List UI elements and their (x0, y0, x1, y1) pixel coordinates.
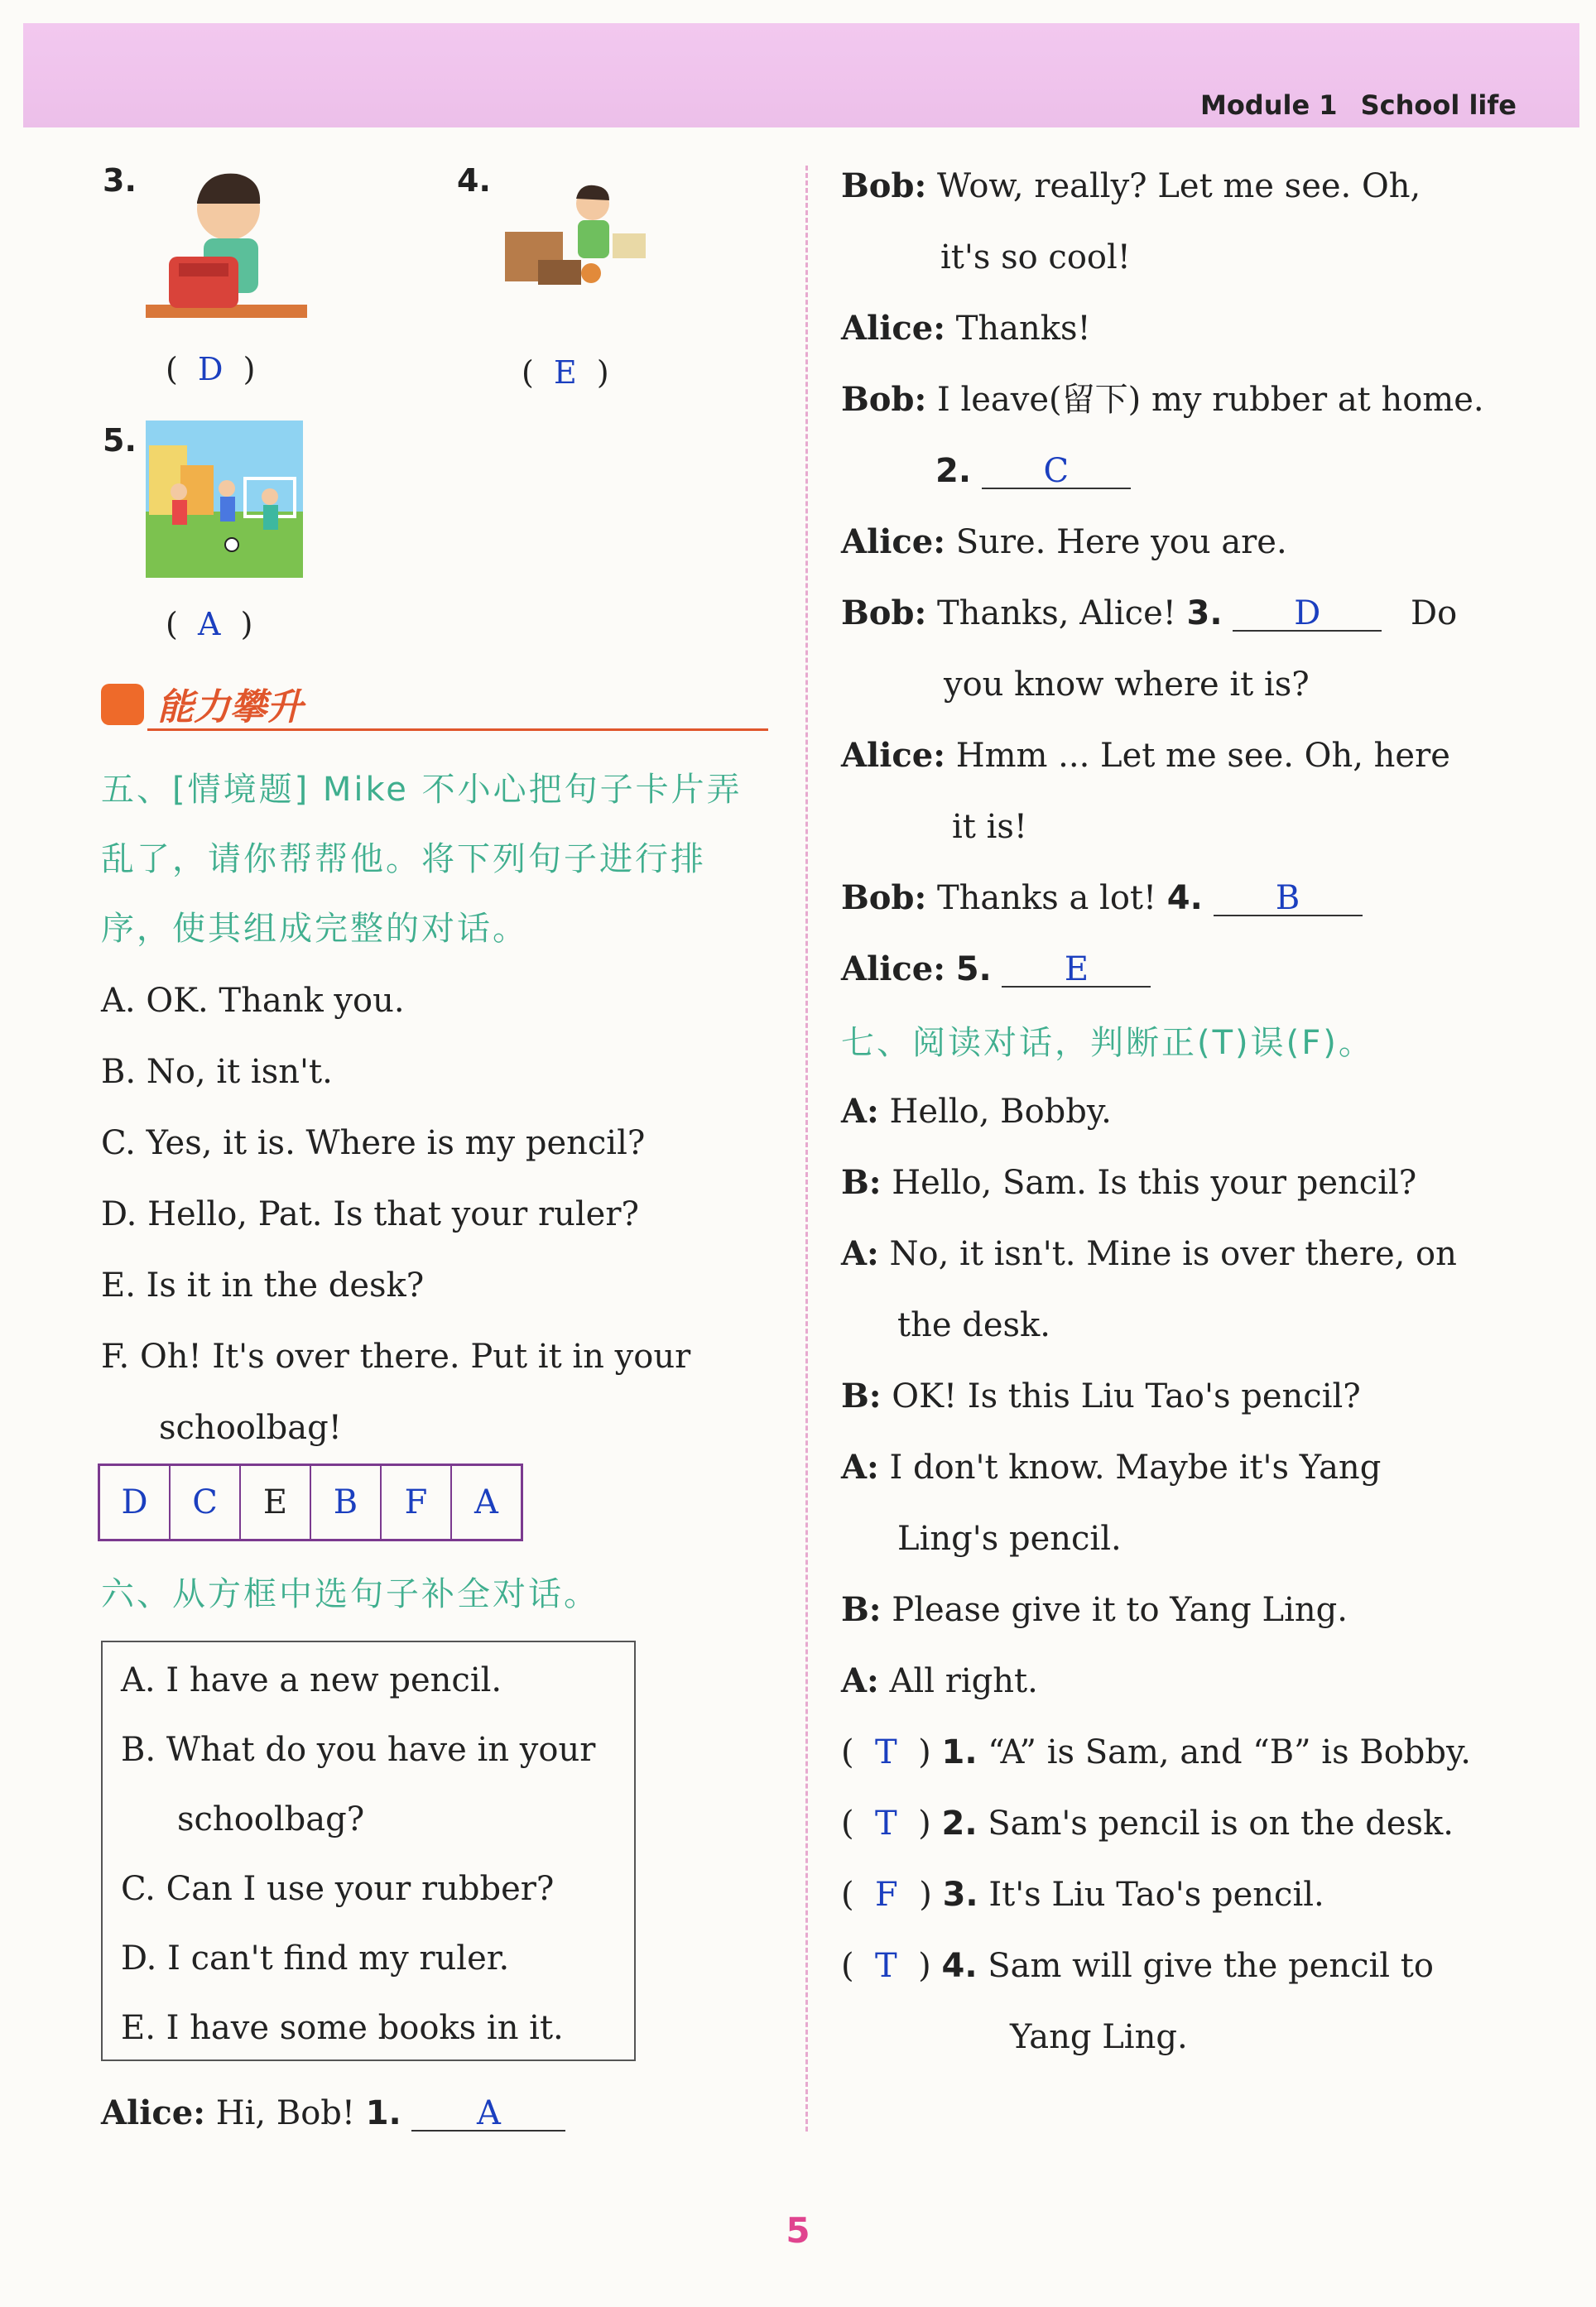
q6-bob-line-1-cont: it's so cool! (940, 238, 1131, 276)
module-title: School life (1360, 89, 1517, 121)
q7-dialog-line (841, 1218, 1471, 1290)
blank-number: 1. (365, 2094, 401, 2132)
q7-dialog-line-cont: Ling's pencil. (897, 1520, 1122, 1558)
picture-3-number: 3. (103, 162, 137, 199)
q6-instruction: 六、从方框中选句子补全对话。 (101, 1575, 599, 1613)
dialog-text: Sure. Here you are. (955, 523, 1287, 561)
judgement-text: Sam will give the pencil to (988, 1947, 1434, 1985)
dialog-text: No, it isn't. Mine is over there, on (889, 1235, 1457, 1273)
speaker: Alice: (841, 736, 945, 775)
q6-dialog-right (841, 151, 1484, 1005)
dialog-text: Hello, Bobby. (889, 1093, 1112, 1131)
q5-instruction-line-3: 序，使其组成完整的对话。 (101, 910, 528, 948)
dialog-text: Hello, Sam. Is this your pencil? (892, 1164, 1417, 1202)
q5-option-e: E. Is it in the desk? (101, 1266, 425, 1305)
q6-box-lines (121, 1646, 595, 2063)
speaker: A: (841, 1448, 879, 1487)
speaker: A: (841, 1661, 879, 1700)
blank-4-answer[interactable]: B (1214, 882, 1363, 916)
q5-option-f: F. Oh! It's over there. Put it in your (101, 1338, 691, 1376)
picture-3-answer: ( D ) (166, 351, 256, 387)
judgement-answer[interactable]: F (875, 1876, 898, 1914)
judgement-number: 2. (941, 1805, 978, 1843)
judgement-text: “A” is Sam, and “B” is Bobby. (988, 1733, 1472, 1771)
judgement-text: It's Liu Tao's pencil. (988, 1876, 1324, 1914)
ability-badge-icon (101, 684, 144, 725)
dialog-text: I don't know. Maybe it's Yang (889, 1449, 1382, 1487)
q6-alice-line-5 (841, 934, 1484, 1005)
q5-option-f-cont: schoolbag! (159, 1409, 342, 1447)
dialog-text: Thanks a lot! (936, 879, 1157, 917)
sequence-cell-2[interactable]: C (171, 1466, 241, 1539)
speaker: Alice: (101, 2093, 205, 2132)
blank-number: 5. (955, 950, 992, 988)
dialog-text: Hi, Bob! (215, 2094, 355, 2132)
q7-judgement-3: ( F ) 3. It's Liu Tao's pencil. (841, 1876, 1324, 1914)
q6-bob-line-1 (841, 151, 1484, 222)
judgement-answer[interactable]: T (875, 1733, 897, 1771)
q6-box-b: B. What do you have in your (121, 1731, 596, 1769)
running-header (1177, 89, 1517, 121)
q7-dialog-line (841, 1076, 1471, 1147)
judgement-answer[interactable]: T (875, 1947, 897, 1985)
q7-dialog (841, 1076, 1471, 2073)
judgement-answer[interactable]: T (875, 1805, 897, 1843)
q6-alice-line-1 (101, 2078, 565, 2149)
blank-number: 2. (935, 452, 972, 490)
picture-4-image (488, 184, 654, 300)
q6-box-e: E. I have some books in it. (121, 2009, 564, 2047)
picture-5-image (146, 421, 303, 578)
module-label: Module 1 (1199, 89, 1338, 121)
speaker: Bob: (841, 878, 927, 917)
speaker: Bob: (841, 594, 927, 632)
q6-bob-line-3 (841, 578, 1484, 649)
q5-option-a: A. OK. Thank you. (101, 982, 405, 1020)
q7-judgement-2: ( T ) 2. Sam's pencil is on the desk. (841, 1805, 1454, 1843)
dialog-text-tail: Do (1411, 594, 1458, 632)
answer-letter: D (197, 351, 224, 387)
q6-box-d: D. I can't find my ruler. (121, 1939, 510, 1978)
q7-instruction: 七、阅读对话，判断正(T)误(F)。 (841, 1024, 1374, 1062)
q7-judgement-4: ( T ) 4. Sam will give the pencil to (841, 1947, 1434, 1985)
q5-instruction-line-2: 乱了，请你帮帮他。将下列句子进行排 (101, 840, 706, 878)
blank-1-answer[interactable]: A (411, 2097, 565, 2132)
q7-judgement-1: ( T ) 1. “A” is Sam, and “B” is Bobby. (841, 1733, 1472, 1771)
q7-dialog-line (841, 1646, 1471, 1717)
judgement-text: Sam's pencil is on the desk. (988, 1805, 1454, 1843)
q7-dialog-line (841, 1147, 1471, 1218)
sequence-cell-5[interactable]: F (382, 1466, 452, 1539)
q6-alice-line-4-cont: it is! (952, 808, 1027, 846)
speaker: A: (841, 1234, 879, 1273)
q6-alice-line-3 (841, 507, 1484, 578)
q6-blank-2-line (841, 435, 1484, 507)
picture-4-number: 4. (457, 162, 491, 199)
q6-bob-line-3-cont: you know where it is? (944, 666, 1310, 704)
speaker: Bob: (841, 166, 927, 205)
picture-3-image (146, 166, 307, 324)
q6-box-b-cont: schoolbag? (177, 1800, 365, 1838)
q5-option-b: B. No, it isn't. (101, 1053, 333, 1091)
q7-dialog-line (841, 1361, 1471, 1432)
q6-bob-line-4 (841, 863, 1484, 934)
q5-options (101, 965, 690, 1464)
answer-letter: E (553, 354, 577, 391)
q5-instruction-line-1: 五、[情境题] Mike 不小心把句子卡片弄 (101, 771, 743, 809)
q6-option-box (101, 1641, 636, 2061)
column-divider (805, 166, 808, 2132)
speaker: Alice: (841, 949, 945, 988)
q7-dialog-line-cont: the desk. (897, 1306, 1050, 1344)
q7-dialog-line (841, 1574, 1471, 1646)
speaker: Bob: (841, 380, 927, 419)
q6-alice-line-4 (841, 720, 1484, 791)
speaker: B: (841, 1163, 882, 1202)
ability-section-title: 能力攀升 (157, 686, 303, 728)
q5-sequence-boxes (98, 1464, 523, 1541)
q6-bob-line-2 (841, 364, 1484, 435)
q7-dialog-line (841, 1432, 1471, 1503)
blank-5-answer[interactable]: E (1002, 953, 1151, 988)
dialog-text: Thanks! (955, 310, 1091, 348)
q6-alice-line-2 (841, 293, 1484, 364)
blank-2-answer[interactable]: C (982, 454, 1131, 489)
sequence-cell-1[interactable]: D (100, 1466, 171, 1539)
dialog-text: Please give it to Yang Ling. (892, 1591, 1348, 1629)
dialog-text: Hmm ... Let me see. Oh, here (955, 737, 1450, 775)
dialog-text: Thanks, Alice! (936, 594, 1176, 632)
dialog-text: All right. (889, 1662, 1038, 1700)
q5-option-d: D. Hello, Pat. Is that your ruler? (101, 1195, 639, 1233)
picture-4-answer: ( E ) (522, 354, 609, 391)
dialog-text: I leave(留下) my rubber at home. (936, 381, 1484, 419)
sequence-cell-6[interactable]: A (474, 1483, 498, 1521)
page-number: 5 (786, 2210, 810, 2251)
speaker: Alice: (841, 309, 945, 348)
sequence-cell-4[interactable]: B (311, 1466, 382, 1539)
q6-box-c: C. Can I use your rubber? (121, 1870, 555, 1908)
blank-3-answer[interactable]: D (1233, 597, 1382, 632)
judgement-number: 4. (941, 1947, 978, 1985)
picture-5-number: 5. (103, 422, 137, 459)
q6-box-a: A. I have a new pencil. (121, 1661, 502, 1699)
speaker: B: (841, 1590, 882, 1629)
answer-letter: A (197, 606, 221, 642)
speaker: B: (841, 1377, 882, 1415)
dialog-text: OK! Is this Liu Tao's pencil? (892, 1377, 1361, 1415)
ability-section-rule (147, 728, 768, 731)
q7-judgement-4-cont: Yang Ling. (1010, 2018, 1188, 2056)
q5-option-c: C. Yes, it is. Where is my pencil? (101, 1124, 646, 1162)
picture-5-answer: ( A ) (166, 606, 253, 642)
blank-number: 3. (1186, 594, 1223, 632)
judgement-number: 1. (941, 1733, 978, 1771)
sequence-cell-3[interactable]: E (241, 1466, 311, 1539)
dialog-text: Wow, really? Let me see. Oh, (936, 167, 1421, 205)
blank-number: 4. (1166, 879, 1203, 917)
speaker: Alice: (841, 522, 945, 561)
speaker: A: (841, 1092, 879, 1131)
judgement-number: 3. (942, 1876, 978, 1914)
